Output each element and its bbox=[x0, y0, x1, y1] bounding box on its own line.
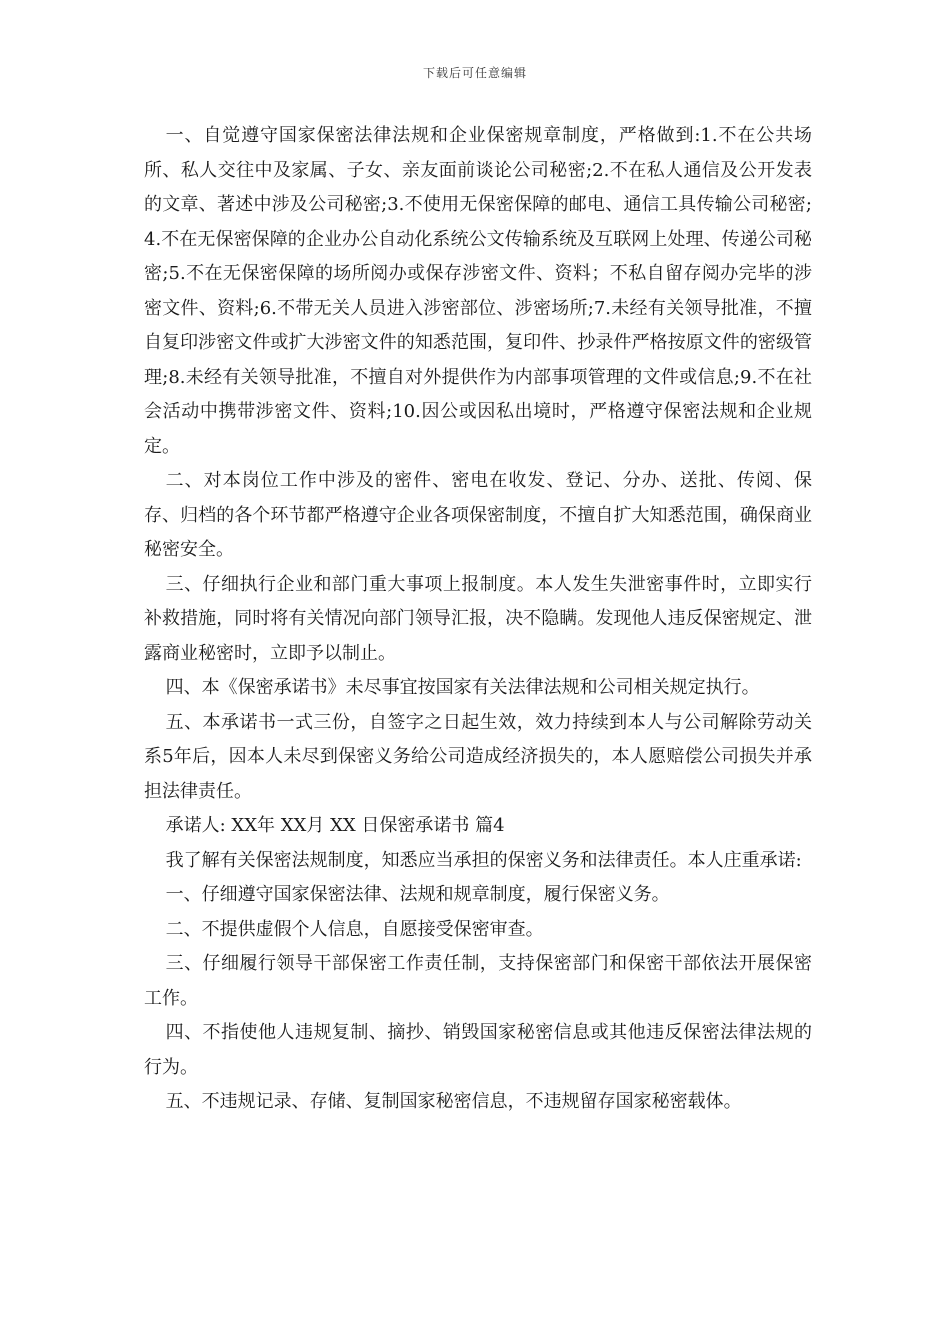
paragraph-pledge-5: 五、不违规记录、存储、复制国家秘密信息，不违规留存国家秘密载体。 bbox=[165, 1091, 742, 1112]
paragraph-pledge-1: 一、仔细遵守国家保密法律、法规和规章制度，履行保密义务。 bbox=[165, 884, 670, 905]
paragraph-pledge-3: 三、仔细履行领导干部保密工作责任制，支持保密部门和保密干部依法开展保密工作。 bbox=[144, 953, 812, 1009]
paragraph-pledge-2: 二、不提供虚假个人信息，自愿接受保密审查。 bbox=[165, 918, 544, 940]
document-body bbox=[144, 119, 812, 1120]
paragraph-document-handling: 二、对本岗位工作中涉及的密件、密电在收发、登记、分办、送批、传阅、保存、归档的各个环节都严格遵守企业各项保密制度，不擅自扩大知悉范围，确保商业秘密安全。 bbox=[144, 470, 812, 560]
paragraph-confidentiality-rules: 一、自觉遵守国家保密法律法规和企业保密规章制度，严格做到:1.不在公共场所、私人交往中及家属、子女、亲友面前谈论公司秘密;2.不在私人通信及公开发表的文章、著述中涉及公司秘密;3.不使用无保密保障的邮电、通信工具传输公司秘密;4.不在无保密保障的企业办公自动化系统公文传输系统及互联网上处理、传递公司秘密;5.不在无保密保障的场所阅办或保存涉密文件、资料；不私自留存阅办完毕的涉密文件、资料;6.不带无关人员进入涉密部位、涉密场所;7.未经有关领导批准，不擅自复印涉密文件或扩大涉密文件的知悉范围，复印件、抄录件严格按原文件的密级管理;8.未经有关领导批准，不擅自对外提供作为内部事项管理的文件或信息;9.不在社会活动中携带涉密文件、资料;10.因公或因私出境时，严格遵守保密法规和企业规定。 bbox=[144, 125, 812, 457]
paragraph-reporting: 三、仔细执行企业和部门重大事项上报制度。本人发生失泄密事件时，立即实行补救措施，同时将有关情况向部门领导汇报，决不隐瞒。发现他人违反保密规定、泄露商业秘密时，立即予以制止。 bbox=[144, 573, 812, 664]
paragraph-validity: 五、本承诺书一式三份，自签字之日起生效，效力持续到本人与公司解除劳动关系5年后，因本人未尽到保密义务给公司造成经济损失的，本人愿赔偿公司损失并承担法律责任。 bbox=[144, 711, 812, 802]
page-header: 下载后可任意编辑 bbox=[422, 66, 527, 80]
paragraph-pledge-4: 四、不指使他人违规复制、摘抄、销毁国家秘密信息或其他违反保密法律法规的行为。 bbox=[144, 1022, 812, 1078]
paragraph-unresolved-matters: 四、本《保密承诺书》未尽事宜按国家有关法律法规和公司相关规定执行。 bbox=[165, 677, 760, 698]
paragraph-signature-line: 承诺人: XX年 XX月 XX 日保密承诺书 篇4 bbox=[165, 815, 505, 836]
paragraph-pledge-intro: 我了解有关保密法规制度，知悉应当承担的保密义务和法律责任。本人庄重承诺: bbox=[165, 849, 802, 871]
